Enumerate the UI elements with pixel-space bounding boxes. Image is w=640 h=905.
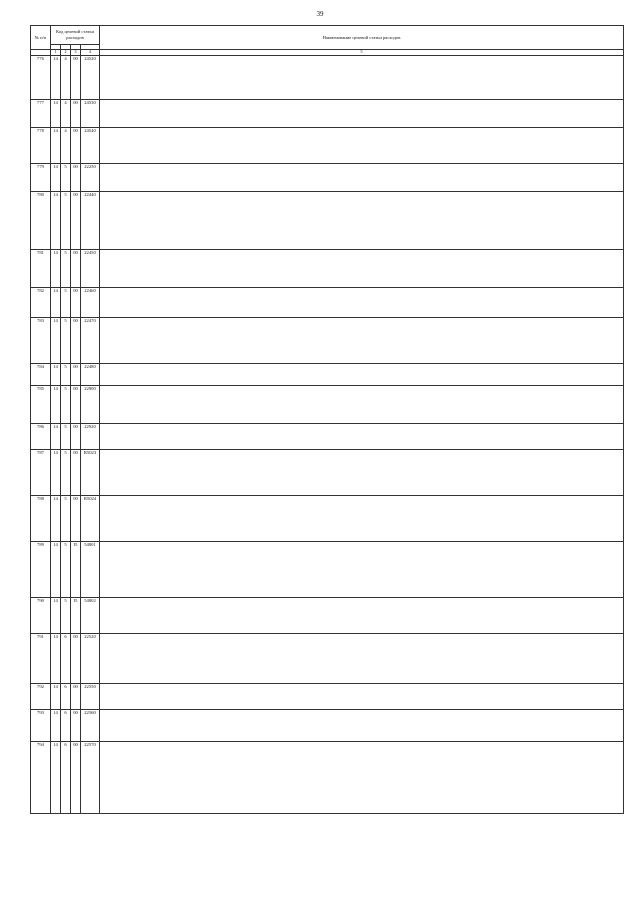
- code-part-4: 22480: [81, 363, 100, 385]
- code-part-3: 00: [71, 317, 81, 363]
- code-part-4: 22560: [81, 709, 100, 741]
- row-description: [100, 191, 624, 249]
- code-part-4: 24540: [81, 127, 100, 163]
- code-part-4: 22550: [81, 683, 100, 709]
- code-part-2: 5: [61, 495, 71, 541]
- code-part-1: 14: [51, 597, 61, 633]
- code-part-4: 22450: [81, 249, 100, 287]
- row-number: 784: [31, 363, 51, 385]
- code-part-1: 14: [51, 287, 61, 317]
- code-part-3: 00: [71, 741, 81, 813]
- code-part-1: 14: [51, 249, 61, 287]
- table-row: [31, 249, 624, 287]
- code-part-2: 6: [61, 683, 71, 709]
- code-part-1: 14: [51, 449, 61, 495]
- code-part-1: 14: [51, 541, 61, 597]
- row-description: [100, 363, 624, 385]
- code-part-3: 00: [71, 99, 81, 127]
- budget-table: [30, 25, 624, 814]
- row-description: [100, 249, 624, 287]
- code-part-4: 54801: [81, 541, 100, 597]
- code-part-4: 22520: [81, 633, 100, 683]
- code-part-1: 14: [51, 385, 61, 423]
- row-number: 779: [31, 163, 51, 191]
- row-number: 776: [31, 55, 51, 99]
- code-part-3: 00: [71, 163, 81, 191]
- row-description: [100, 633, 624, 683]
- row-number: 794: [31, 741, 51, 813]
- table-row: [31, 741, 624, 813]
- table-row: [31, 127, 624, 163]
- row-description: [100, 597, 624, 633]
- code-part-2: 5: [61, 163, 71, 191]
- code-part-4: R5023: [81, 449, 100, 495]
- header-num: № п/п: [31, 26, 51, 50]
- code-part-2: 5: [61, 449, 71, 495]
- row-description: [100, 127, 624, 163]
- header-code: Код целевой статьи расходов: [51, 26, 100, 45]
- row-number: 785: [31, 385, 51, 423]
- code-part-3: I5: [71, 541, 81, 597]
- code-part-1: 14: [51, 423, 61, 449]
- header-name: Наименование целевой статьи расходов: [100, 26, 624, 50]
- code-part-3: 00: [71, 495, 81, 541]
- code-part-2: 5: [61, 317, 71, 363]
- row-description: [100, 449, 624, 495]
- row-number: 778: [31, 127, 51, 163]
- code-part-1: 14: [51, 55, 61, 99]
- header-index: 2: [61, 50, 71, 56]
- table-row: [31, 541, 624, 597]
- code-part-4: 24520: [81, 55, 100, 99]
- row-number: 787: [31, 449, 51, 495]
- table-row: [31, 363, 624, 385]
- table-row: [31, 317, 624, 363]
- table-row: [31, 55, 624, 99]
- code-part-4: 24530: [81, 99, 100, 127]
- row-description: [100, 709, 624, 741]
- table-row: [31, 449, 624, 495]
- row-description: [100, 385, 624, 423]
- row-description: [100, 683, 624, 709]
- code-part-2: 5: [61, 541, 71, 597]
- code-part-1: 14: [51, 495, 61, 541]
- row-description: [100, 163, 624, 191]
- code-part-2: 5: [61, 597, 71, 633]
- code-part-4: 54802: [81, 597, 100, 633]
- code-part-2: 6: [61, 741, 71, 813]
- code-part-2: 6: [61, 633, 71, 683]
- code-part-4: R5024: [81, 495, 100, 541]
- table-row: [31, 423, 624, 449]
- row-number: 788: [31, 495, 51, 541]
- code-part-2: 5: [61, 363, 71, 385]
- row-number: 777: [31, 99, 51, 127]
- code-part-3: 00: [71, 249, 81, 287]
- row-description: [100, 741, 624, 813]
- row-description: [100, 317, 624, 363]
- code-part-4: 22900: [81, 385, 100, 423]
- row-number: 783: [31, 317, 51, 363]
- table-row: [31, 597, 624, 633]
- code-part-2: 6: [61, 709, 71, 741]
- row-number: 792: [31, 683, 51, 709]
- row-description: [100, 423, 624, 449]
- header-index: 3: [71, 50, 81, 56]
- code-part-3: 00: [71, 709, 81, 741]
- code-part-2: 5: [61, 423, 71, 449]
- header-index: 4: [81, 50, 100, 56]
- code-part-2: 4: [61, 99, 71, 127]
- row-description: [100, 495, 624, 541]
- code-part-4: 22570: [81, 741, 100, 813]
- row-number: 786: [31, 423, 51, 449]
- code-part-4: 22470: [81, 317, 100, 363]
- code-part-2: 5: [61, 287, 71, 317]
- table-row: [31, 683, 624, 709]
- code-part-1: 14: [51, 191, 61, 249]
- row-number: 782: [31, 287, 51, 317]
- row-description: [100, 55, 624, 99]
- code-part-3: 00: [71, 191, 81, 249]
- code-part-3: I5: [71, 597, 81, 633]
- row-number: 793: [31, 709, 51, 741]
- code-part-4: 22920: [81, 423, 100, 449]
- code-part-3: 00: [71, 363, 81, 385]
- row-description: [100, 541, 624, 597]
- code-part-1: 14: [51, 633, 61, 683]
- code-part-3: 00: [71, 683, 81, 709]
- header-index: 1: [51, 50, 61, 56]
- code-part-3: 00: [71, 385, 81, 423]
- table-row: [31, 385, 624, 423]
- code-part-1: 14: [51, 363, 61, 385]
- row-number: 791: [31, 633, 51, 683]
- code-part-3: 00: [71, 127, 81, 163]
- code-part-1: 14: [51, 741, 61, 813]
- code-part-1: 14: [51, 709, 61, 741]
- code-part-2: 4: [61, 127, 71, 163]
- table-body: [31, 55, 624, 813]
- table-row: [31, 495, 624, 541]
- row-number: 780: [31, 191, 51, 249]
- code-part-1: 14: [51, 99, 61, 127]
- code-part-1: 14: [51, 683, 61, 709]
- code-part-2: 4: [61, 55, 71, 99]
- code-part-2: 5: [61, 385, 71, 423]
- header-index: 5: [100, 50, 624, 56]
- table-row: [31, 191, 624, 249]
- code-part-4: 22250: [81, 163, 100, 191]
- table-row: [31, 287, 624, 317]
- code-part-4: 22460: [81, 287, 100, 317]
- code-part-1: 14: [51, 127, 61, 163]
- row-description: [100, 99, 624, 127]
- table-row: [31, 163, 624, 191]
- page-number: 39: [316, 10, 324, 18]
- row-number: 781: [31, 249, 51, 287]
- row-number: 789: [31, 541, 51, 597]
- table-row: [31, 709, 624, 741]
- code-part-2: 5: [61, 191, 71, 249]
- code-part-4: 22440: [81, 191, 100, 249]
- row-number: 790: [31, 597, 51, 633]
- code-part-3: 00: [71, 449, 81, 495]
- code-part-1: 14: [51, 317, 61, 363]
- code-part-3: 00: [71, 55, 81, 99]
- code-part-2: 5: [61, 249, 71, 287]
- row-description: [100, 287, 624, 317]
- table-row: [31, 633, 624, 683]
- code-part-3: 00: [71, 423, 81, 449]
- code-part-3: 00: [71, 633, 81, 683]
- table-row: [31, 99, 624, 127]
- code-part-3: 00: [71, 287, 81, 317]
- code-part-1: 14: [51, 163, 61, 191]
